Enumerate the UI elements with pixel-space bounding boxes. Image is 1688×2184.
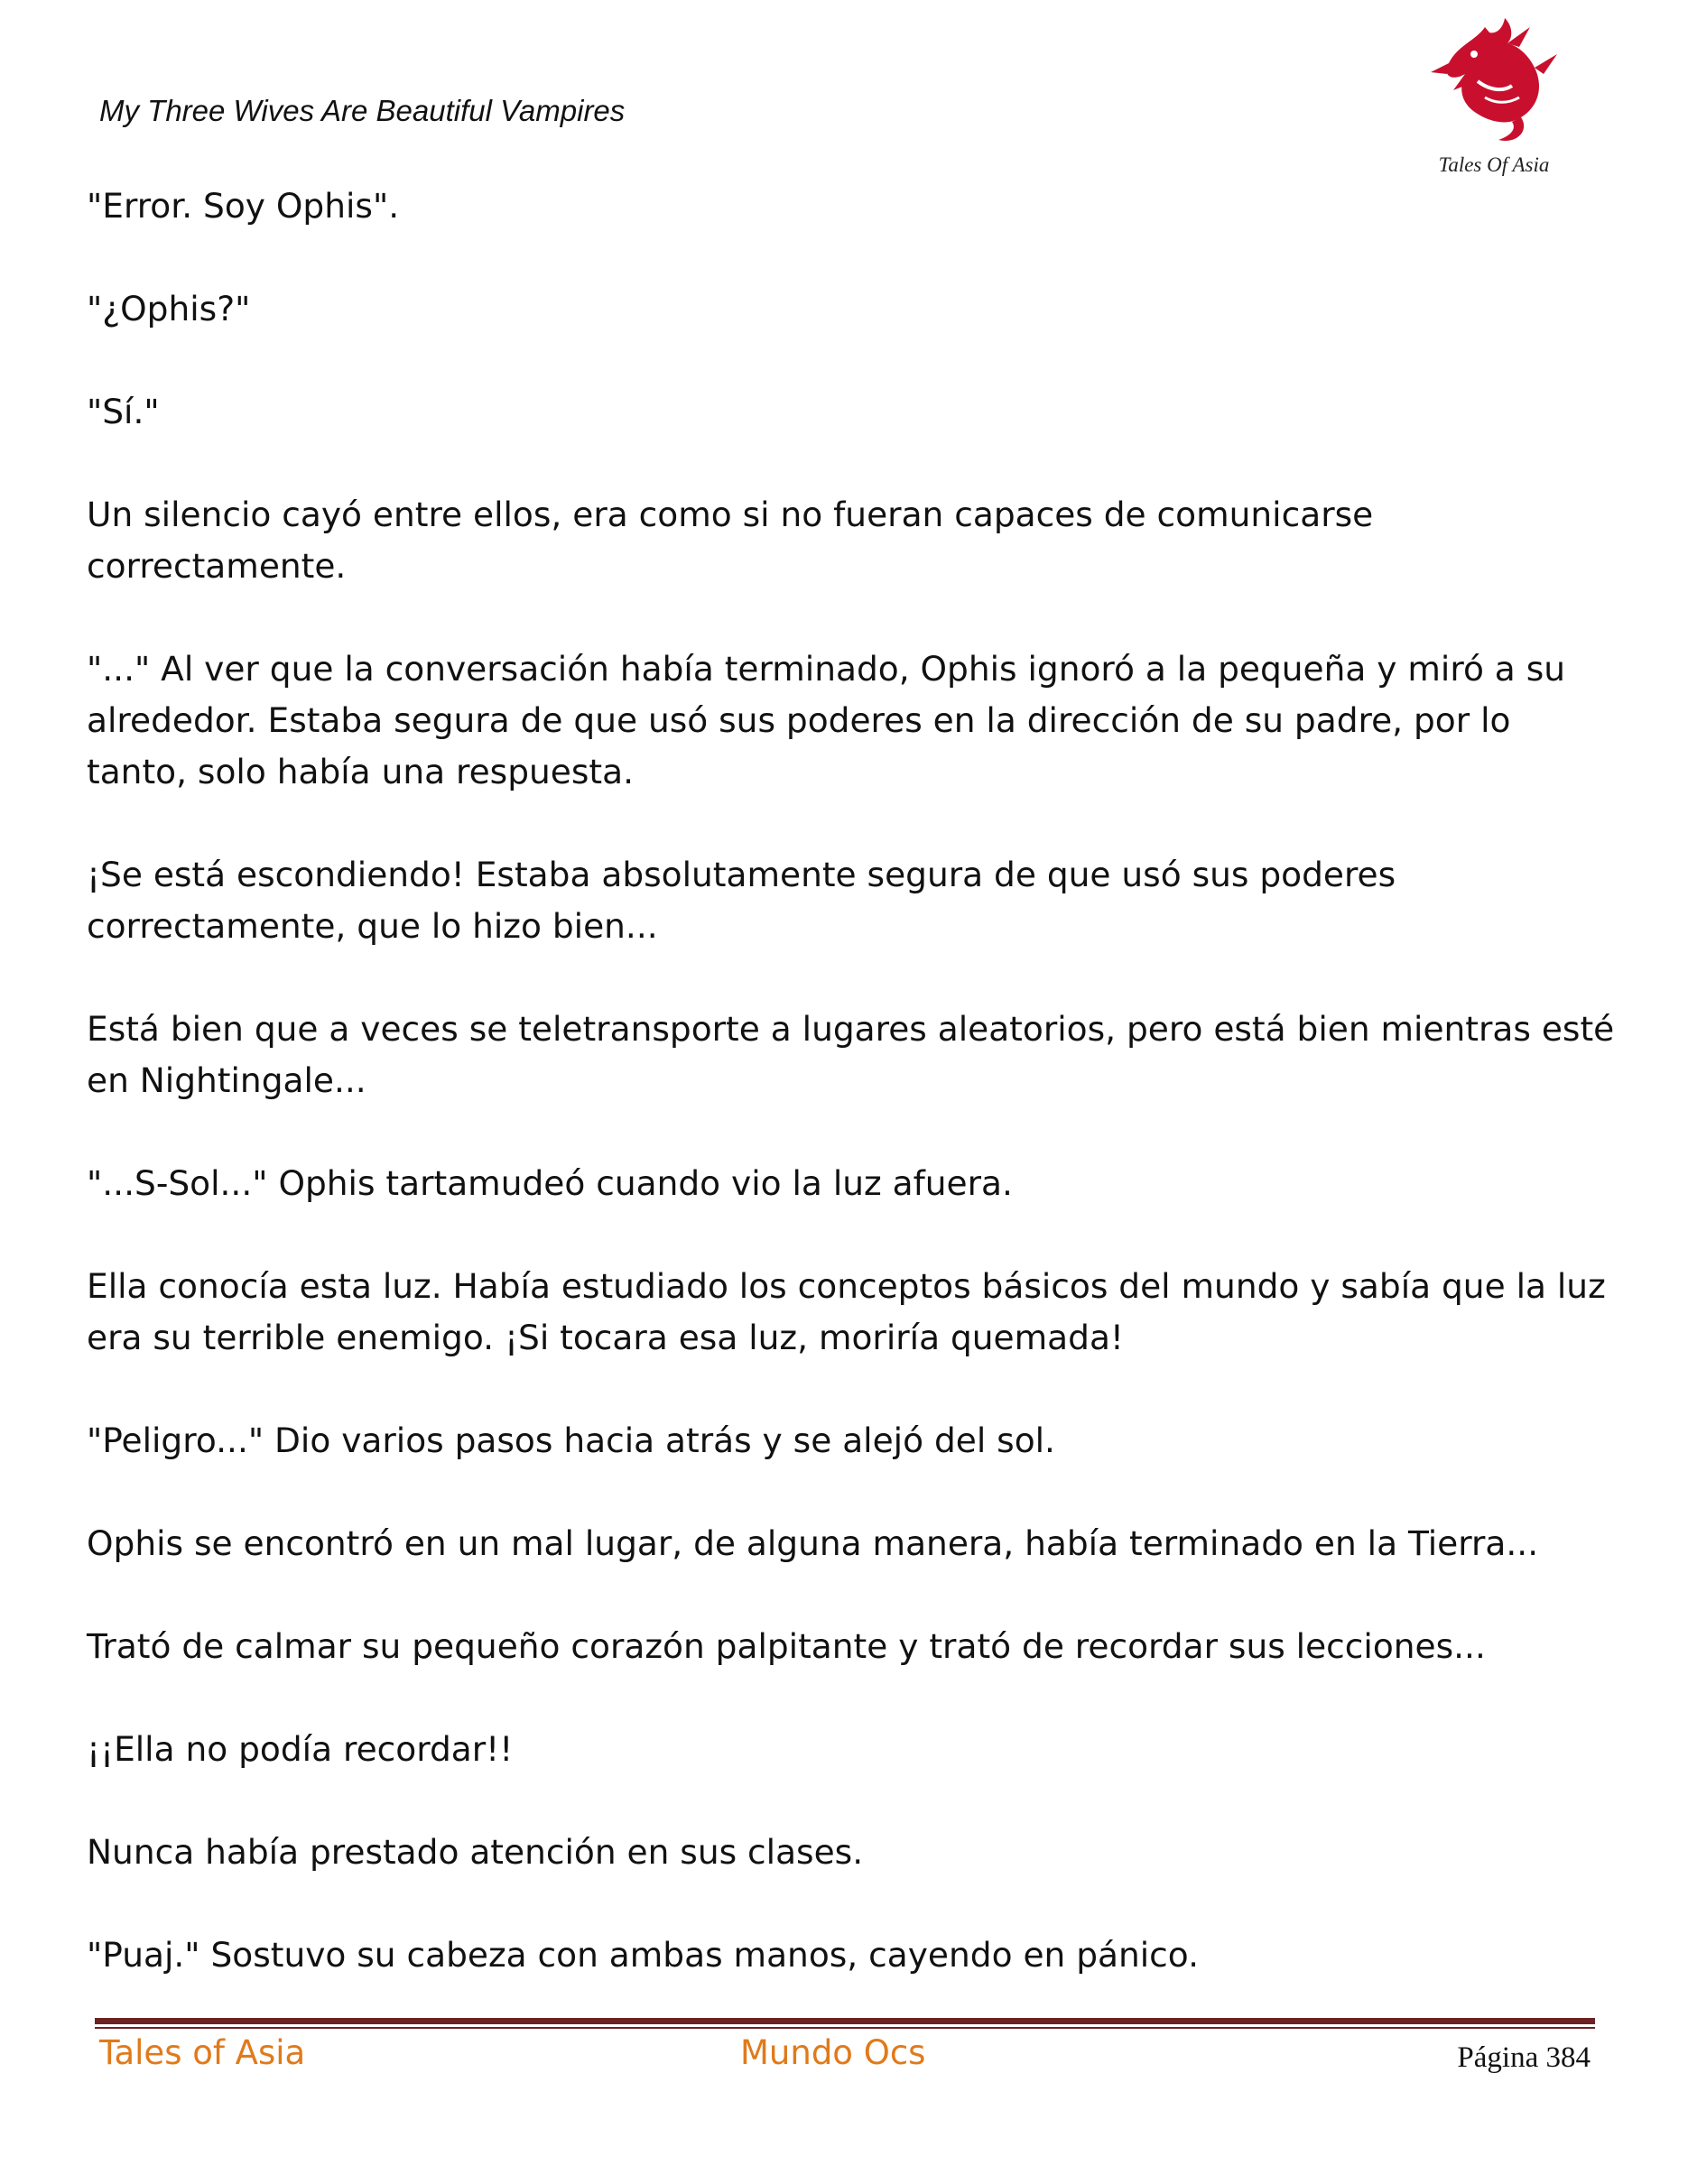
paragraph: ¡¡Ella no podía recordar!! (87, 1729, 514, 1769)
paragraph: "Puaj." Sostuvo su cabeza con ambas manos, cayendo en pánico. (87, 1935, 1199, 1975)
tales-of-asia-logo (1422, 18, 1566, 180)
paragraph: ¡Se está escondiendo! Estaba absolutamente segura de que usó sus poderes correctamente, que lo hizo bien... (87, 855, 1396, 946)
footer-divider (95, 2018, 1595, 2029)
paragraph: "..." Al ver que la conversación había terminado, Ophis ignoró a la pequeña y miró a su alrededor. Estaba segura de que usó sus poderes en la dirección de su padre, por lo tanto, solo había una respuesta. (87, 649, 1566, 791)
paragraph: Ella conocía esta luz. Había estudiado los conceptos básicos del mundo y sabía que la luz era su terrible enemigo. ¡Si tocara esa luz, moriría quemada! (87, 1266, 1606, 1357)
paragraph: "Peligro..." Dio varios pasos hacia atrás y se alejó del sol. (87, 1421, 1055, 1460)
logo-caption: Tales Of Asia (1438, 153, 1550, 176)
paragraph: Trató de calmar su pequeño corazón palpitante y trató de recordar sus lecciones... (87, 1626, 1486, 1666)
paragraph: "Error. Soy Ophis". (87, 186, 400, 226)
document-body (87, 180, 1621, 2032)
red-dragon-icon (1422, 18, 1566, 153)
paragraph: "Sí." (87, 392, 160, 431)
footer-site-name: Tales of Asia (99, 2033, 306, 2072)
page-number: Página 384 (1457, 2041, 1591, 2074)
paragraph: Está bien que a veces se teletransporte a lugares aleatorios, pero está bien mientras esté en Nightingale... (87, 1009, 1615, 1100)
document-header-title: My Three Wives Are Beautiful Vampires (99, 94, 626, 127)
paragraph: "...S-Sol..." Ophis tartamudeó cuando vio la luz afuera. (87, 1163, 1013, 1203)
paragraph: "¿Ophis?" (87, 289, 251, 329)
paragraph: Nunca había prestado atención en sus clases. (87, 1832, 864, 1872)
paragraph: Ophis se encontró en un mal lugar, de alguna manera, había terminado en la Tierra... (87, 1523, 1539, 1563)
paragraph: Un silencio cayó entre ellos, era como si no fueran capaces de comunicarse correctamente. (87, 495, 1374, 586)
footer-section-name: Mundo Ocs (740, 2033, 926, 2072)
